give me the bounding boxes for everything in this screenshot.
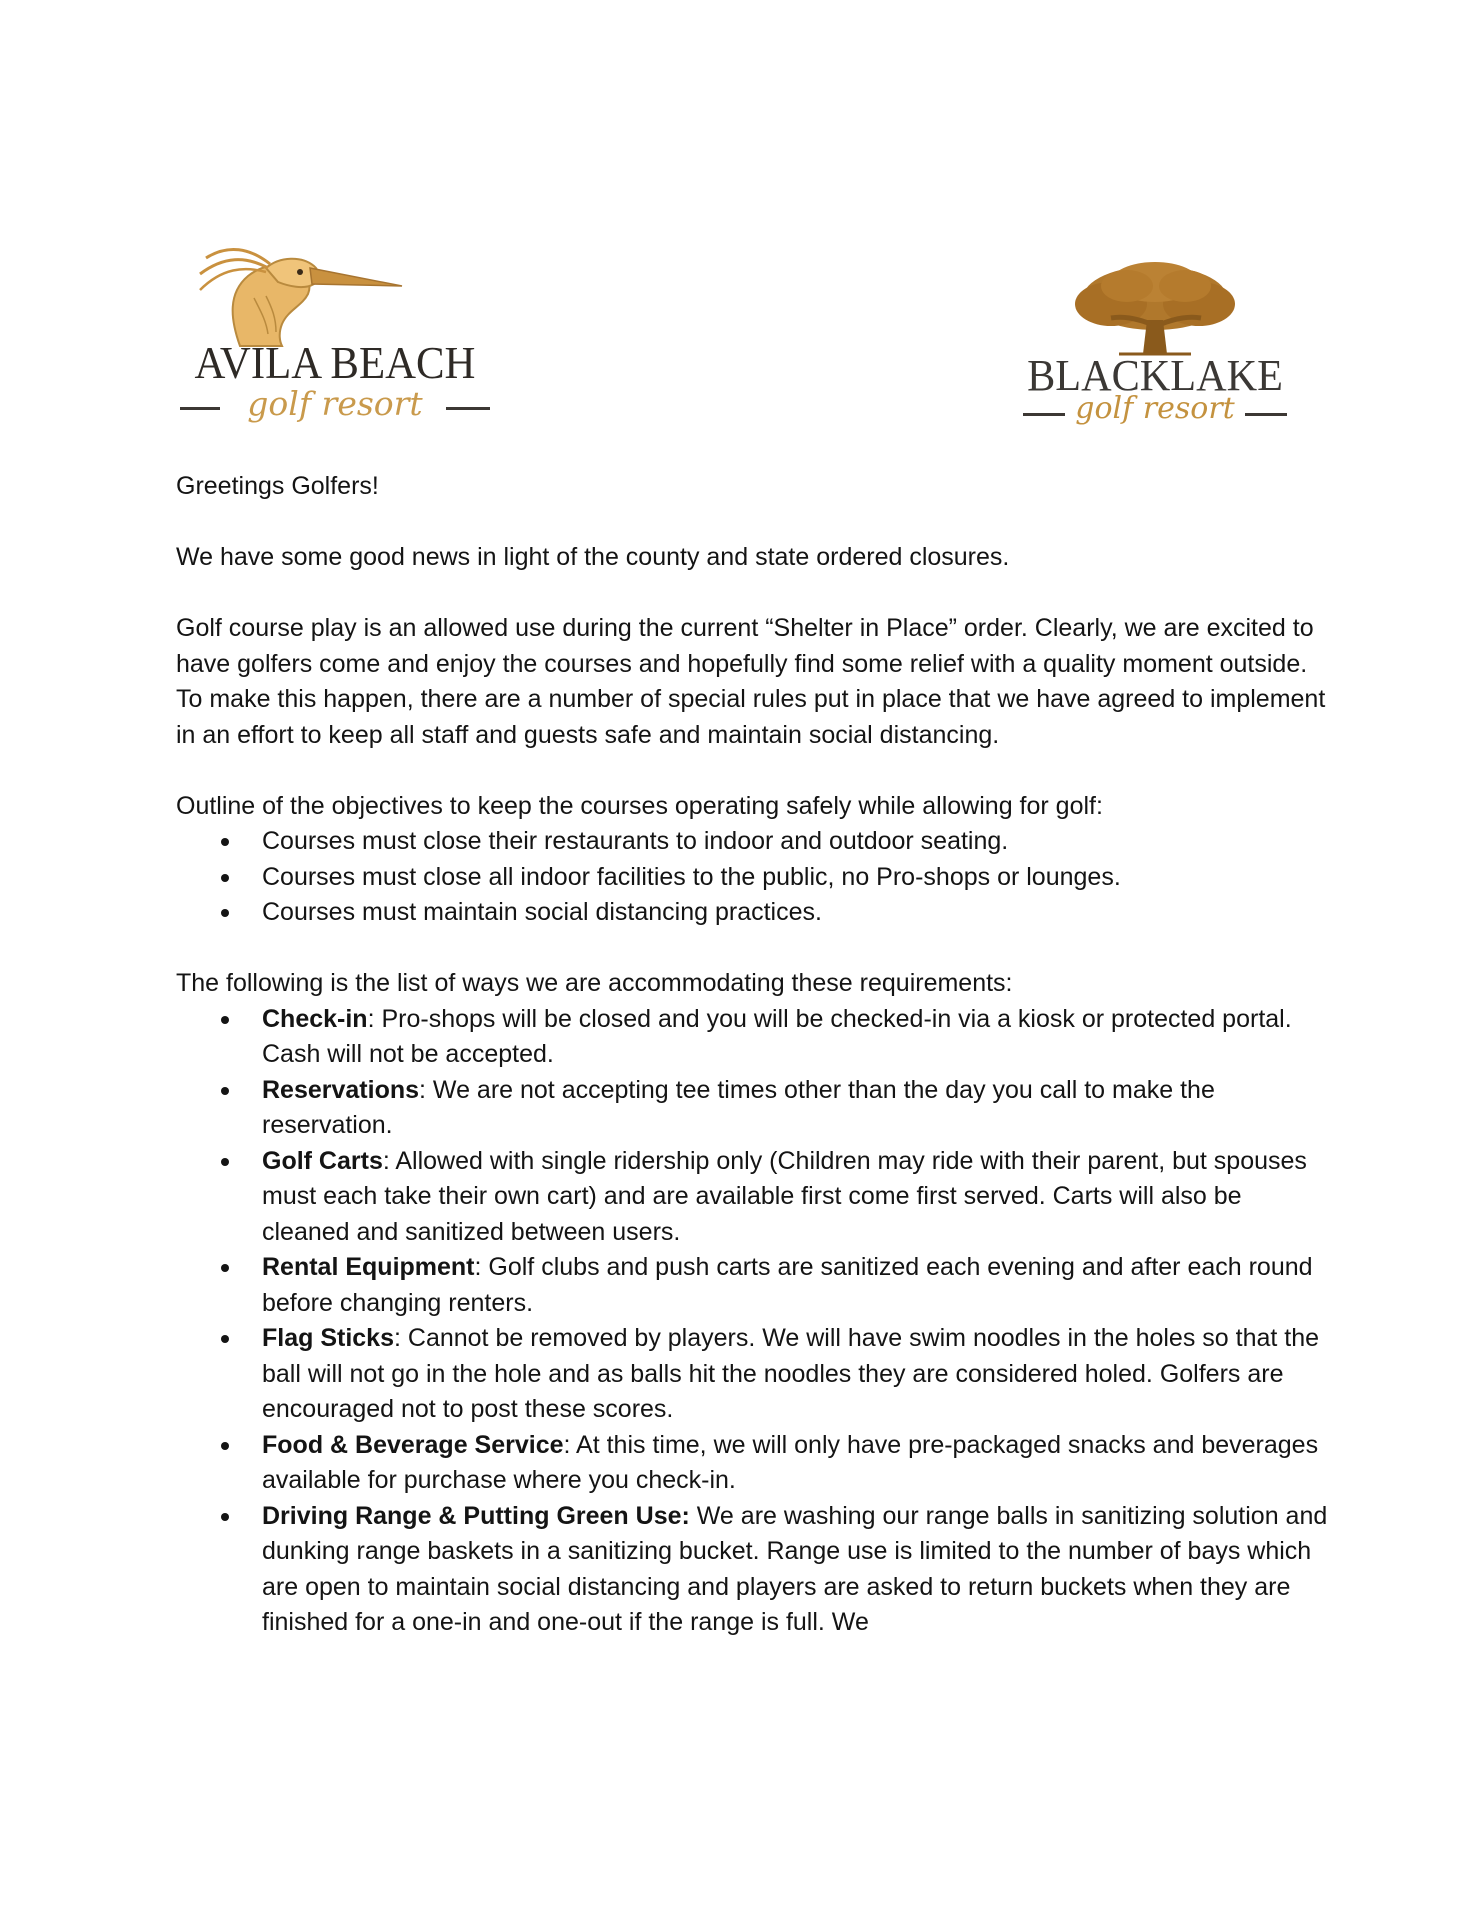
accommodation-text: : We are not accepting tee times other than the day you call to make the reservation. [262, 1075, 1215, 1139]
list-item [262, 824, 1336, 860]
accommodations-heading: The following is the list of ways we are accommodating these requirements: [176, 969, 1013, 997]
blacklake-wordmark: BLACKLAKE [1027, 351, 1283, 400]
accommodation-text: : Golf clubs and push carts are sanitized each evening and after each round before changing renters. [262, 1253, 1313, 1317]
objective-text: Courses must close their restaurants to indoor and outdoor seating. [262, 827, 1009, 855]
accommodation-text: We are washing our range balls in sanitizing solution and dunking range baskets in a sanitizing bucket. Range use is limited to the number of bays which are open to maintain social distancing and players are asked to return buckets when they are finished for a one-in and one-out if the range is full. We [262, 1501, 1328, 1636]
bullet-icon [221, 1513, 229, 1521]
bullet-icon [221, 1335, 229, 1343]
bullet-icon [221, 874, 229, 882]
list-item [262, 1073, 1336, 1144]
list-item [262, 1428, 1336, 1499]
bullet-icon [221, 1442, 229, 1450]
avila-beach-wordmark: AVILA BEACH [194, 337, 476, 388]
objective-text: Courses must close all indoor facilities to the public, no Pro-shops or lounges. [262, 862, 1121, 891]
accommodations-list [176, 1002, 1336, 1641]
list-item [262, 1250, 1336, 1321]
accommodation-term: Rental Equipment [262, 1253, 475, 1281]
bullet-icon [221, 1264, 229, 1272]
avila-right-rule [446, 407, 490, 410]
accommodation-term: Reservations [262, 1075, 420, 1104]
list-item [262, 1321, 1336, 1428]
accommodation-text: : At this time, we will only have pre-packaged snacks and beverages available for purchase where you check-in. [262, 1430, 1319, 1494]
bullet-icon [221, 909, 229, 917]
blacklake-logo [1015, 258, 1295, 438]
bullet-icon [221, 1016, 229, 1024]
blacklake-right-rule [1245, 413, 1287, 416]
accommodation-term: Golf Carts [262, 1146, 383, 1175]
accommodation-term: Food & Beverage Service [262, 1430, 564, 1459]
intro-paragraph: We have some good news in light of the county and state ordered closures. [176, 543, 1010, 571]
heron-icon [170, 238, 500, 348]
oak-tree-icon [1015, 258, 1295, 358]
objectives-heading: Outline of the objectives to keep the courses operating safely while allowing for golf: [176, 791, 1103, 820]
list-item [262, 1144, 1336, 1251]
bullet-icon [221, 1158, 229, 1166]
shelter-in-place-paragraph: Golf course play is an allowed use during the current “Shelter in Place” order. Clearly, we are excited to have golfers come and enjoy the courses and hopefully find some relief with a quality moment outside. To make this happen, there are a number of special rules put in place that we have agreed to implement in an effort to keep all staff and guests safe and maintain social distancing. [176, 614, 1326, 749]
accommodation-term: Check-in [262, 1004, 368, 1033]
accommodation-term: Driving Range & Putting Green Use: [262, 1501, 690, 1530]
bullet-icon [221, 838, 229, 846]
accommodation-text: : Pro-shops will be closed and you will be checked-in via a kiosk or protected portal. Cash will not be accepted. [262, 1004, 1292, 1068]
list-item [262, 860, 1336, 896]
accommodation-term: Flag Sticks [262, 1324, 394, 1352]
list-item [262, 895, 1336, 931]
objectives-list [176, 824, 1336, 931]
bullet-icon [221, 1087, 229, 1095]
greeting: Greetings Golfers! [176, 472, 379, 500]
list-item [262, 1002, 1336, 1073]
accommodation-text: : Cannot be removed by players. We will have swim noodles in the holes so that the ball will not go in the hole and as balls hit the noodles they are considered holed. Golfers are encouraged not to post these scores. [262, 1324, 1320, 1423]
objective-text: Courses must maintain social distancing practices. [262, 898, 822, 926]
accommodation-text: : Allowed with single ridership only (Children may ride with their parent, but spouses must each take their own cart) and are available first come first served. Carts will also be cleaned and sanitized between users. [262, 1146, 1307, 1246]
blacklake-golf-resort-script: golf resort [1075, 391, 1235, 426]
avila-golf-resort-script: golf resort [247, 384, 423, 423]
avila-beach-logo [170, 238, 500, 438]
list-item [262, 1499, 1336, 1641]
letter-body [176, 469, 1336, 1641]
